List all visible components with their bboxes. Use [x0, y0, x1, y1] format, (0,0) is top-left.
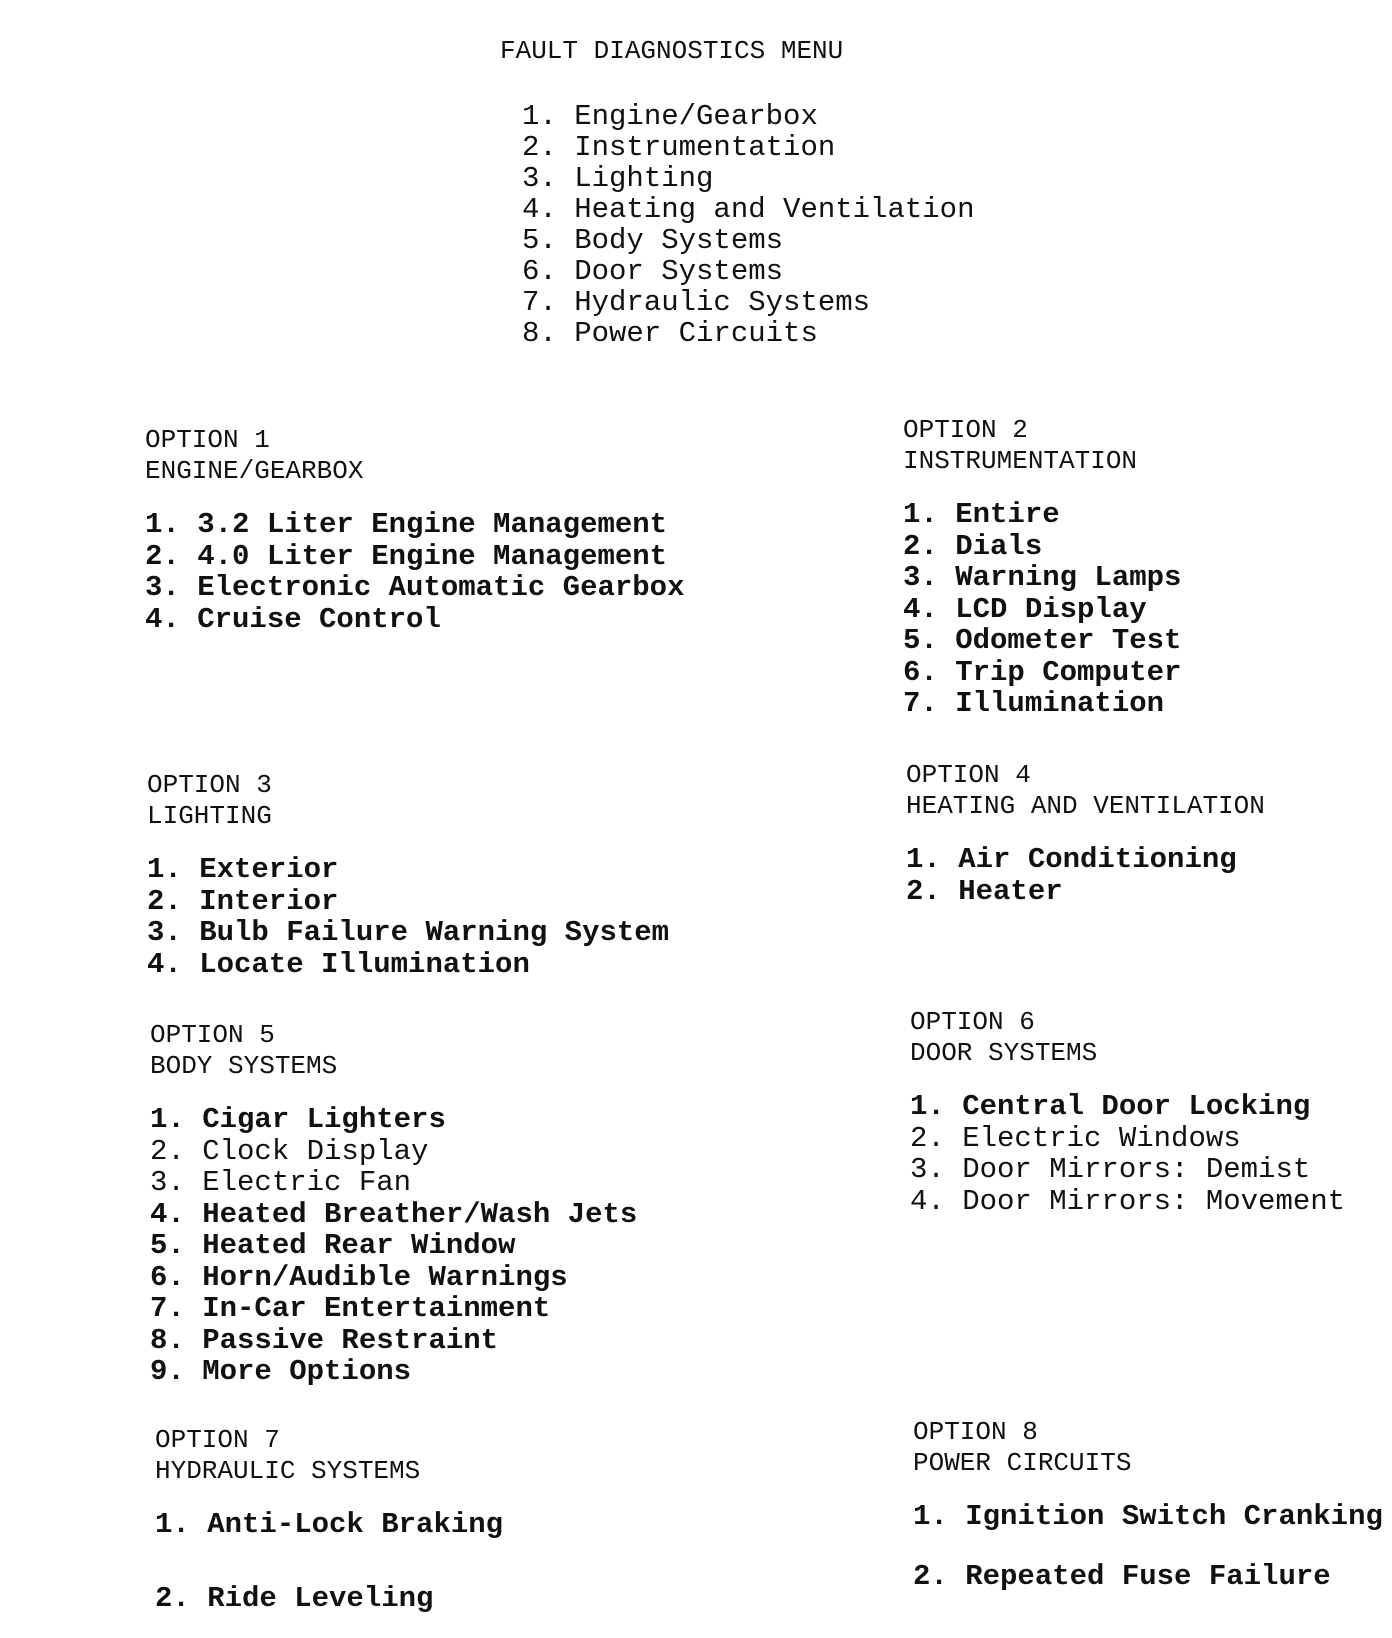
- option-8-label: OPTION 8: [913, 1417, 1038, 1447]
- option-4-list: [906, 844, 1265, 907]
- option-1-label: OPTION 1: [145, 425, 270, 455]
- list-item: 2. Clock Display: [150, 1134, 429, 1168]
- main-menu-list: [522, 101, 974, 349]
- main-menu-item-door-systems: 6. Door Systems: [522, 255, 784, 288]
- list-item: 2. Repeated Fuse Failure: [913, 1559, 1331, 1593]
- list-item: 4. Locate Illumination: [147, 947, 530, 981]
- option-7-list: [155, 1509, 503, 1614]
- option-3-section: [147, 770, 669, 980]
- list-item: 4. Heated Breather/Wash Jets: [150, 1197, 638, 1231]
- option-6-heading: DOOR SYSTEMS: [910, 1038, 1098, 1068]
- option-2-label: OPTION 2: [903, 415, 1028, 445]
- list-item: 3. Electric Fan: [150, 1166, 412, 1199]
- list-item: 3. Electronic Automatic Gearbox: [145, 571, 685, 604]
- list-item: 4. Door Mirrors: Movement: [910, 1184, 1346, 1218]
- list-item: 1. 3.2 Liter Engine Management: [145, 508, 668, 541]
- option-1-heading: ENGINE/GEARBOX: [145, 456, 364, 486]
- option-7-heading: HYDRAULIC SYSTEMS: [155, 1456, 421, 1486]
- list-item: 9. More Options: [150, 1355, 412, 1388]
- option-4-label: OPTION 4: [906, 760, 1031, 790]
- option-2-list: [903, 499, 1181, 720]
- option-8-list: [913, 1501, 1389, 1592]
- list-item: 1. Central Door Locking: [910, 1090, 1311, 1123]
- option-6-label: OPTION 6: [910, 1007, 1035, 1037]
- list-item: 2. Heater: [906, 874, 1063, 908]
- option-5-list: [150, 1104, 637, 1388]
- main-menu-item-engine-gearbox: 1. Engine/Gearbox: [522, 100, 818, 133]
- option-7-section: [155, 1425, 503, 1614]
- list-item: 2. Interior: [147, 884, 339, 918]
- option-7-label: OPTION 7: [155, 1425, 280, 1455]
- list-item: 4. Cruise Control: [145, 602, 441, 636]
- page-title: FAULT DIAGNOSTICS MENU: [500, 36, 844, 66]
- list-item: 2. Electric Windows: [910, 1121, 1241, 1155]
- main-menu-item-power-circuits: 8. Power Circuits: [522, 317, 818, 350]
- list-item: 1. Air Conditioning: [906, 843, 1237, 876]
- option-6-section: [910, 1007, 1345, 1217]
- main-menu-item-hydraulic-systems: 7. Hydraulic Systems: [522, 286, 871, 319]
- option-5-heading: BODY SYSTEMS: [150, 1051, 338, 1081]
- list-item: 2. Ride Leveling: [155, 1581, 434, 1615]
- option-4-heading: HEATING AND VENTILATION: [906, 791, 1265, 821]
- list-item: 2. 4.0 Liter Engine Management: [145, 539, 668, 573]
- list-item: 1. Entire: [903, 498, 1060, 531]
- list-item: 7. In-Car Entertainment: [150, 1292, 551, 1325]
- main-menu-item-instrumentation: 2. Instrumentation: [522, 131, 836, 164]
- list-item: 3. Bulb Failure Warning System: [147, 916, 670, 949]
- main-menu-item-body-systems: 5. Body Systems: [522, 224, 784, 257]
- option-5-section: [150, 1020, 637, 1388]
- list-item: 1. Cigar Lighters: [150, 1103, 446, 1136]
- option-6-list: [910, 1091, 1345, 1217]
- list-item: 5. Heated Rear Window: [150, 1229, 516, 1262]
- option-2-section: [903, 415, 1181, 720]
- option-1-list: [145, 509, 685, 635]
- list-item: 6. Trip Computer: [903, 655, 1182, 689]
- option-8-section: [913, 1417, 1389, 1592]
- list-item: 2. Dials: [903, 529, 1043, 563]
- option-3-label: OPTION 3: [147, 770, 272, 800]
- list-item: 5. Odometer Test: [903, 624, 1182, 657]
- list-item: 1. Exterior: [147, 853, 339, 886]
- list-item: 6. Horn/Audible Warnings: [150, 1260, 568, 1294]
- list-item: 3. Door Mirrors: Demist: [910, 1153, 1311, 1186]
- option-3-list: [147, 854, 669, 980]
- list-item: 7. Illumination: [903, 687, 1165, 720]
- option-4-section: [906, 760, 1265, 907]
- list-item: 4. LCD Display: [903, 592, 1147, 626]
- option-2-heading: INSTRUMENTATION: [903, 446, 1138, 476]
- option-5-label: OPTION 5: [150, 1020, 275, 1050]
- option-8-heading: POWER CIRCUITS: [913, 1448, 1132, 1478]
- list-item: 1. Ignition Switch Cranking: [913, 1500, 1383, 1533]
- list-item: 1. Anti-Lock Braking: [155, 1508, 504, 1541]
- option-3-heading: LIGHTING: [147, 801, 272, 831]
- list-item: 8. Passive Restraint: [150, 1323, 499, 1357]
- list-item: 3. Warning Lamps: [903, 561, 1182, 594]
- option-1-section: [145, 425, 685, 635]
- main-menu-item-heating-ventilation: 4. Heating and Ventilation: [522, 193, 975, 226]
- main-menu-item-lighting: 3. Lighting: [522, 162, 714, 195]
